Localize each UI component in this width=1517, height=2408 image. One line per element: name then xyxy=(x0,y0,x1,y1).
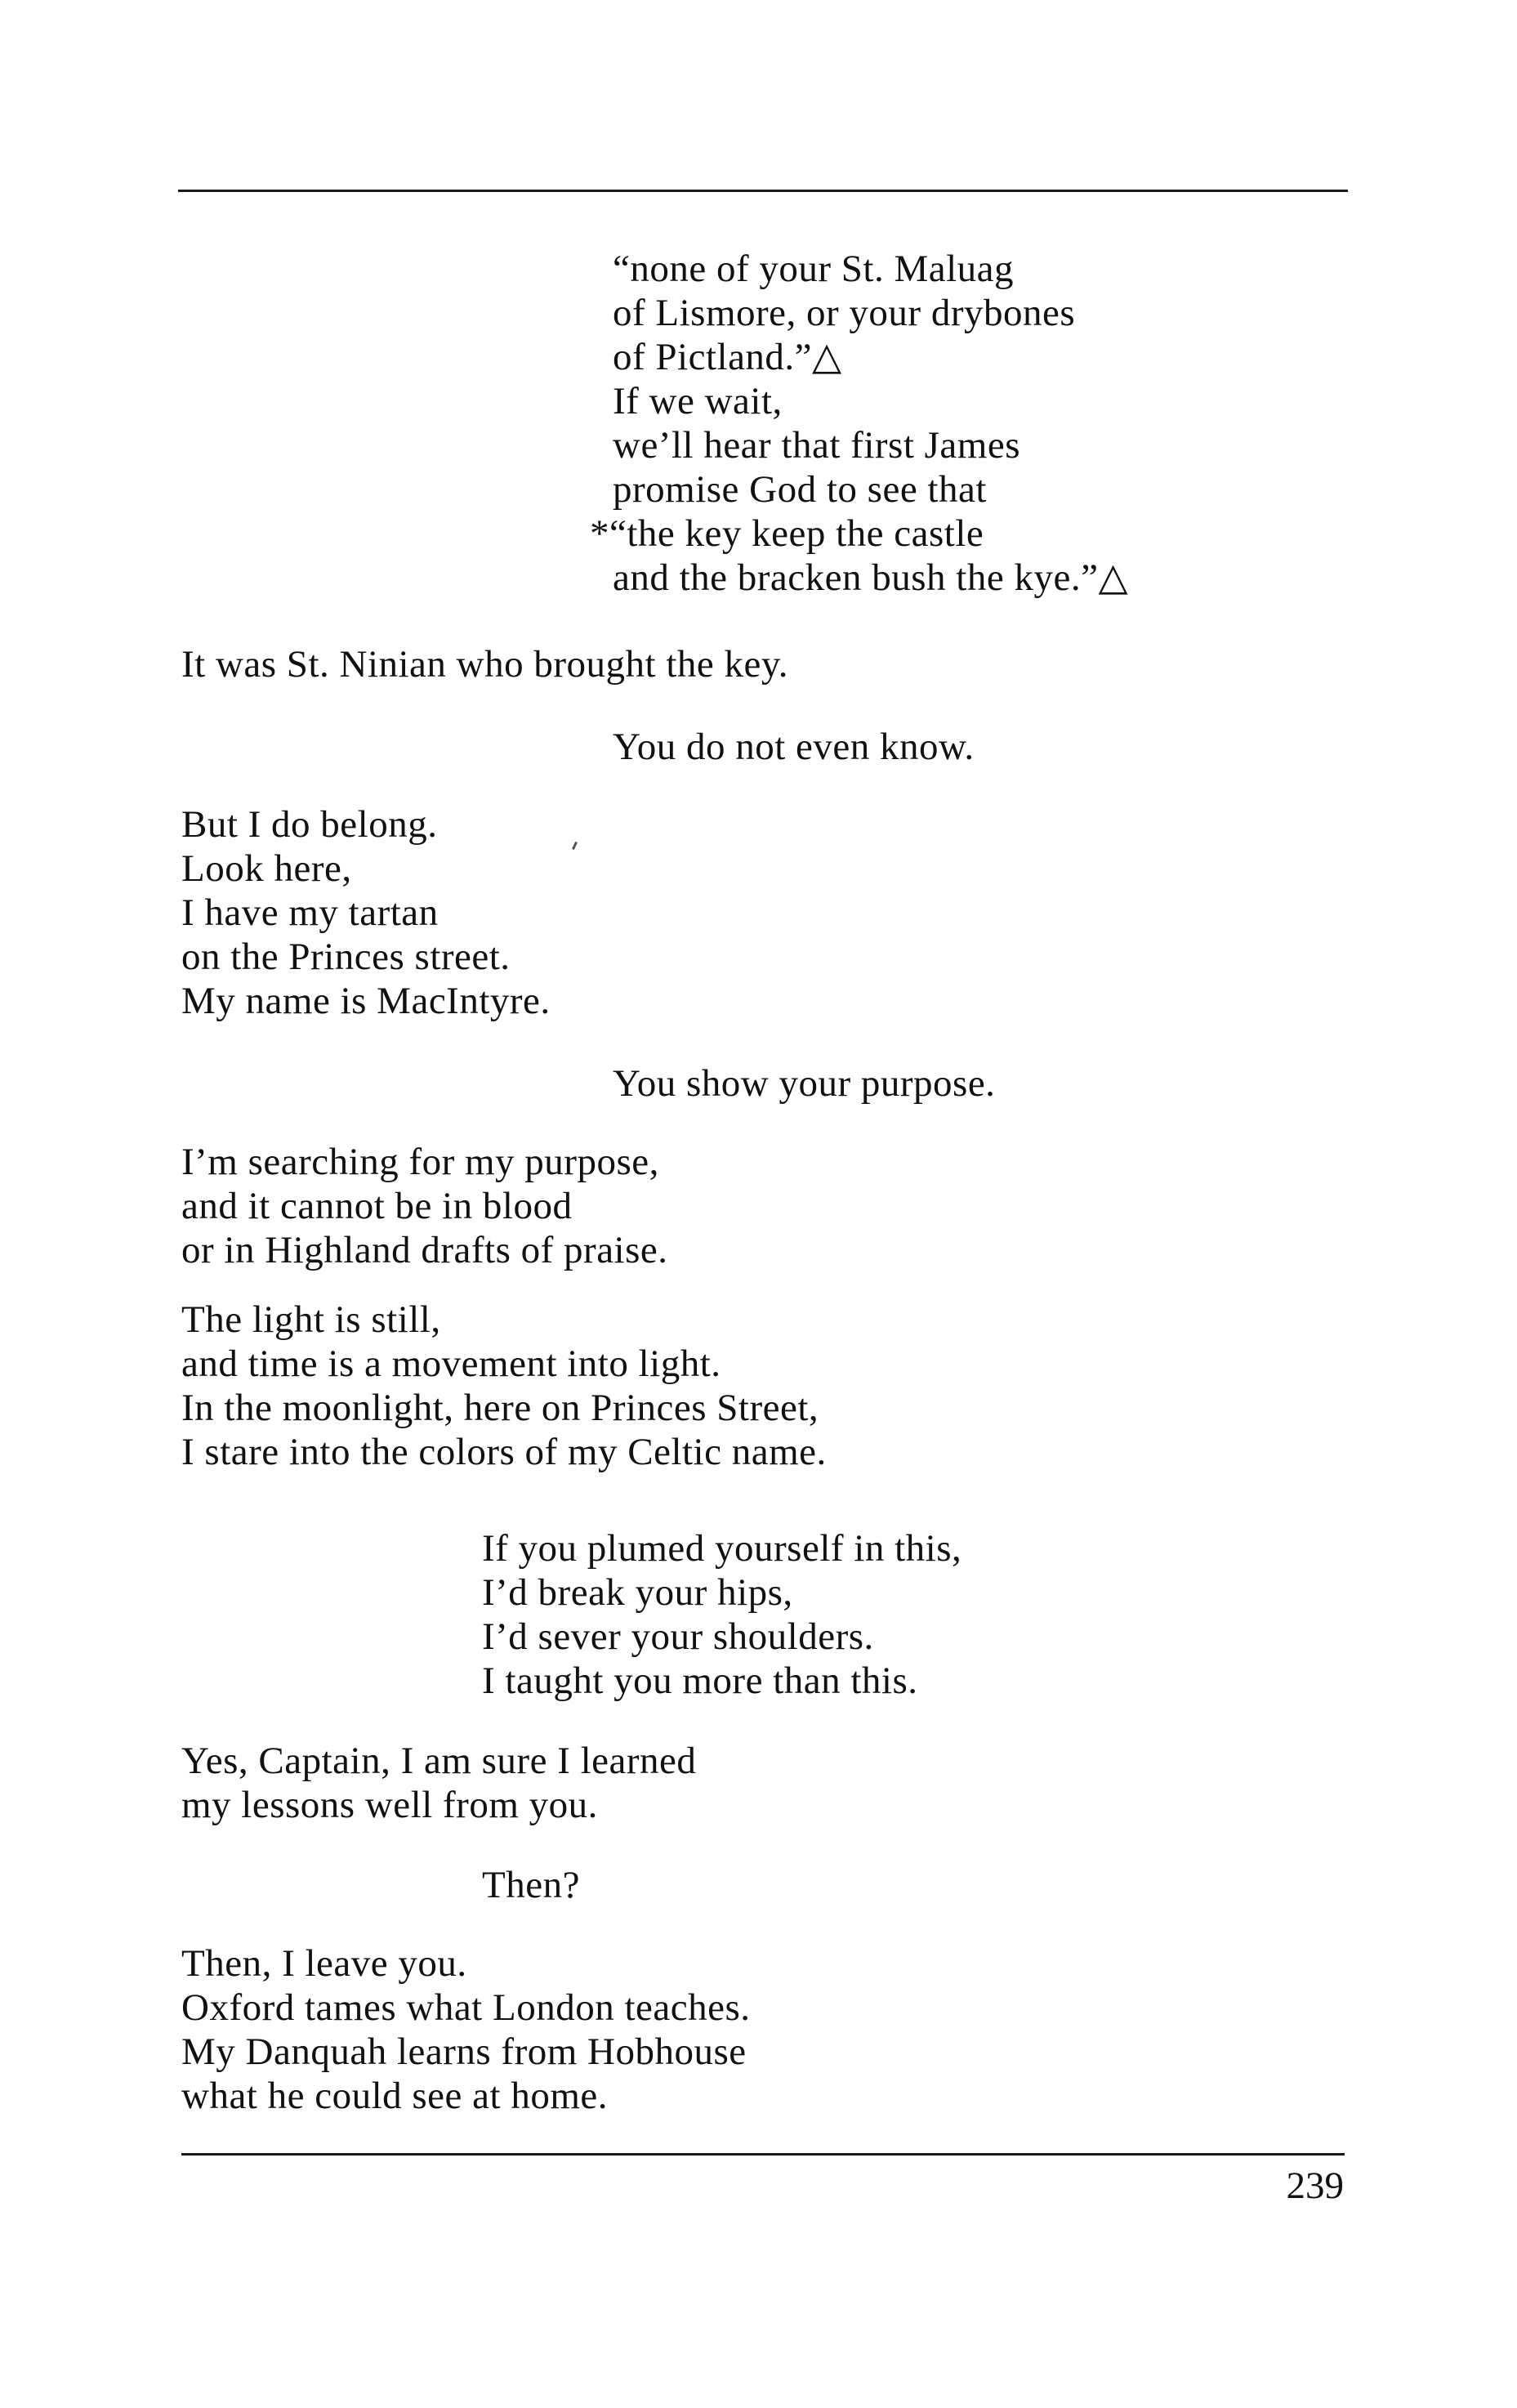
verse-line: on the Princes street. xyxy=(181,936,511,978)
verse-line: I have my tartan xyxy=(181,891,439,934)
verse-line: or in Highland drafts of praise. xyxy=(181,1229,668,1271)
verse-line: Then? xyxy=(482,1864,580,1906)
stanza-7 xyxy=(181,1298,827,1474)
verse-line: I’d sever your shoulders. xyxy=(482,1615,874,1658)
stanza-8 xyxy=(482,1526,962,1703)
verse-line: we’ll hear that first James xyxy=(613,424,1020,467)
verse-line: I’m searching for my purpose, xyxy=(181,1141,659,1183)
verse-line: I taught you more than this. xyxy=(482,1660,918,1702)
verse-line: The light is still, xyxy=(181,1298,441,1341)
verse-line: of Lismore, or your drybones xyxy=(613,292,1076,334)
stanza-6 xyxy=(181,1140,668,1272)
verse-line: If you plumed yourself in this, xyxy=(482,1527,962,1570)
verse-line: and the bracken bush the kye.”△ xyxy=(613,556,1129,599)
verse-line: my lessons well from you. xyxy=(181,1784,598,1826)
verse-line: If we wait, xyxy=(613,380,783,422)
verse-line: You do not even know. xyxy=(613,726,975,768)
verse-line: Yes, Captain, I am sure I learned xyxy=(181,1740,697,1782)
verse-line: I stare into the colors of my Celtic name. xyxy=(181,1431,827,1473)
verse-line: My Danquah learns from Hobhouse xyxy=(181,2030,747,2073)
verse-line: of Pictland.”△ xyxy=(613,336,842,378)
stanza-10 xyxy=(482,1863,580,1907)
verse-line: In the moonlight, here on Princes Street, xyxy=(181,1387,819,1429)
page-number: 239 xyxy=(1286,2165,1344,2207)
verse-line: Look here, xyxy=(181,847,352,890)
stanza-1 xyxy=(590,247,1129,600)
stray-ink-mark xyxy=(572,842,578,850)
verse-line: Oxford tames what London teaches. xyxy=(181,1986,751,2029)
verse-line: what he could see at home. xyxy=(181,2075,608,2117)
verse-line: You show your purpose. xyxy=(613,1062,996,1105)
verse-line: Then, I leave you. xyxy=(181,1942,467,1985)
stanza-3 xyxy=(613,725,975,769)
verse-line: and time is a movement into light. xyxy=(181,1342,721,1385)
verse-line: *“the key keep the castle xyxy=(590,512,984,555)
verse-line: and it cannot be in blood xyxy=(181,1185,573,1227)
stanza-5 xyxy=(613,1061,995,1106)
stanza-9 xyxy=(181,1739,696,1827)
verse-line: I’d break your hips, xyxy=(482,1571,793,1614)
verse-line: “none of your St. Maluag xyxy=(613,248,1015,290)
verse-line: But I do belong. xyxy=(181,803,438,846)
bottom-rule xyxy=(181,2153,1345,2156)
stanza-4 xyxy=(181,802,551,1023)
top-rule xyxy=(178,190,1348,192)
verse-line: My name is MacIntyre. xyxy=(181,980,551,1022)
verse-line: promise God to see that xyxy=(613,468,987,511)
stanza-2 xyxy=(181,642,788,686)
verse-line: It was St. Ninian who brought the key. xyxy=(181,643,789,686)
stanza-11 xyxy=(181,1941,751,2118)
